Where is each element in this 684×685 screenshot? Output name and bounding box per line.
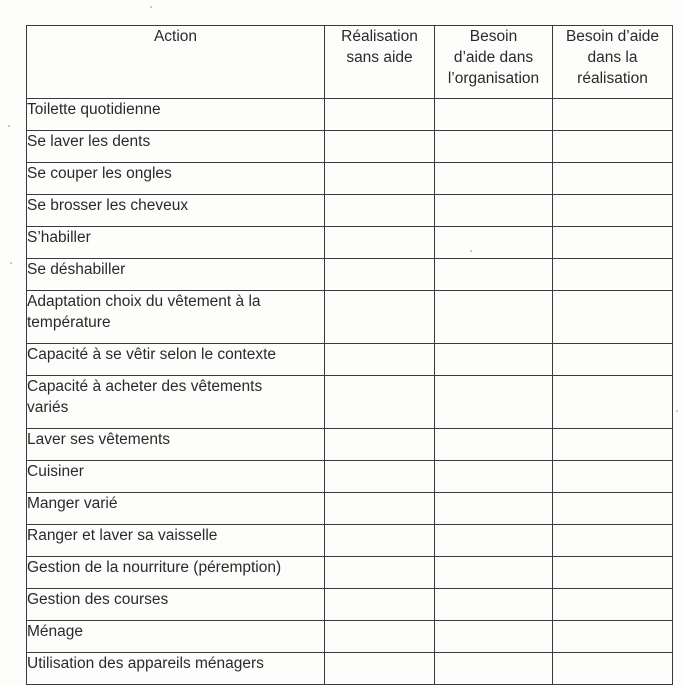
checkbox-cell-aide-realisation[interactable] [553,195,673,227]
checkbox-cell-sans-aide[interactable] [325,653,435,685]
table-row [27,376,673,429]
checkbox-cell-sans-aide[interactable] [325,99,435,131]
checkbox-cell-aide-organisation[interactable] [435,653,553,685]
checkbox-cell-aide-realisation[interactable] [553,291,673,344]
row-label: Toilette quotidienne [27,99,325,131]
table-row [27,429,673,461]
row-label: Manger varié [27,493,325,525]
checkbox-cell-sans-aide[interactable] [325,376,435,429]
scan-speck [10,262,12,264]
row-label: Se déshabiller [27,259,325,291]
checkbox-cell-aide-realisation[interactable] [553,376,673,429]
table-row [27,525,673,557]
checkbox-cell-aide-realisation[interactable] [553,525,673,557]
checkbox-cell-aide-realisation[interactable] [553,653,673,685]
checkbox-cell-sans-aide[interactable] [325,461,435,493]
row-label: Se laver les dents [27,131,325,163]
table-row [27,195,673,227]
activity-assessment-table [26,25,673,685]
checkbox-cell-aide-realisation[interactable] [553,461,673,493]
table-row [27,653,673,685]
row-label: Se brosser les cheveux [27,195,325,227]
row-label: Utilisation des appareils ménagers [27,653,325,685]
row-label: Gestion des courses [27,589,325,621]
checkbox-cell-sans-aide[interactable] [325,525,435,557]
checkbox-cell-aide-organisation[interactable] [435,344,553,376]
row-label: Gestion de la nourriture (péremption) [27,557,325,589]
table-row [27,461,673,493]
checkbox-cell-sans-aide[interactable] [325,227,435,259]
checkbox-cell-aide-organisation[interactable] [435,99,553,131]
checkbox-cell-sans-aide[interactable] [325,621,435,653]
checkbox-cell-aide-organisation[interactable] [435,195,553,227]
checkbox-cell-aide-realisation[interactable] [553,344,673,376]
checkbox-cell-sans-aide[interactable] [325,163,435,195]
checkbox-cell-sans-aide[interactable] [325,557,435,589]
checkbox-cell-aide-organisation[interactable] [435,163,553,195]
table-row [27,259,673,291]
checkbox-cell-sans-aide[interactable] [325,259,435,291]
checkbox-cell-sans-aide[interactable] [325,291,435,344]
row-label: Adaptation choix du vêtement à la température [27,291,325,344]
row-label: Ménage [27,621,325,653]
checkbox-cell-aide-organisation[interactable] [435,621,553,653]
checkbox-cell-aide-realisation[interactable] [553,557,673,589]
checkbox-cell-aide-organisation[interactable] [435,493,553,525]
header-row [27,26,673,99]
row-label: Ranger et laver sa vaisselle [27,525,325,557]
checkbox-cell-sans-aide[interactable] [325,589,435,621]
checkbox-cell-aide-organisation[interactable] [435,259,553,291]
header-realisation-sans-aide: Réalisation sans aide [325,26,435,99]
row-label: S’habiller [27,227,325,259]
checkbox-cell-sans-aide[interactable] [325,344,435,376]
checkbox-cell-aide-realisation[interactable] [553,227,673,259]
checkbox-cell-aide-realisation[interactable] [553,493,673,525]
row-label: Capacité à acheter des vêtements variés [27,376,325,429]
table-row [27,131,673,163]
checkbox-cell-aide-organisation[interactable] [435,557,553,589]
row-label: Capacité à se vêtir selon le contexte [27,344,325,376]
checkbox-cell-sans-aide[interactable] [325,195,435,227]
table-row [27,227,673,259]
checkbox-cell-aide-realisation[interactable] [553,163,673,195]
table-row [27,99,673,131]
checkbox-cell-aide-realisation[interactable] [553,259,673,291]
row-label: Cuisiner [27,461,325,493]
checkbox-cell-sans-aide[interactable] [325,131,435,163]
checkbox-cell-aide-realisation[interactable] [553,131,673,163]
checkbox-cell-aide-organisation[interactable] [435,131,553,163]
table-row [27,589,673,621]
header-action: Action [27,26,325,99]
table-row [27,621,673,653]
checkbox-cell-aide-organisation[interactable] [435,589,553,621]
row-label: Se couper les ongles [27,163,325,195]
table-row [27,163,673,195]
checkbox-cell-aide-realisation[interactable] [553,589,673,621]
table-row [27,291,673,344]
header-besoin-aide-realisation: Besoin d’aide dans la réalisation [553,26,673,99]
scan-speck [8,125,10,127]
checkbox-cell-aide-organisation[interactable] [435,461,553,493]
checkbox-cell-sans-aide[interactable] [325,493,435,525]
checkbox-cell-aide-organisation[interactable] [435,376,553,429]
table-row [27,493,673,525]
checkbox-cell-aide-organisation[interactable] [435,525,553,557]
checkbox-cell-aide-organisation[interactable] [435,291,553,344]
checkbox-cell-sans-aide[interactable] [325,429,435,461]
table-row [27,557,673,589]
table-row [27,344,673,376]
checkbox-cell-aide-realisation[interactable] [553,621,673,653]
scan-speck [676,410,678,412]
checkbox-cell-aide-organisation[interactable] [435,227,553,259]
checkbox-cell-aide-realisation[interactable] [553,99,673,131]
checkbox-cell-aide-realisation[interactable] [553,429,673,461]
header-besoin-aide-organisation: Besoin d’aide dans l’organisation [435,26,553,99]
scan-speck [150,6,152,8]
checkbox-cell-aide-organisation[interactable] [435,429,553,461]
row-label: Laver ses vêtements [27,429,325,461]
